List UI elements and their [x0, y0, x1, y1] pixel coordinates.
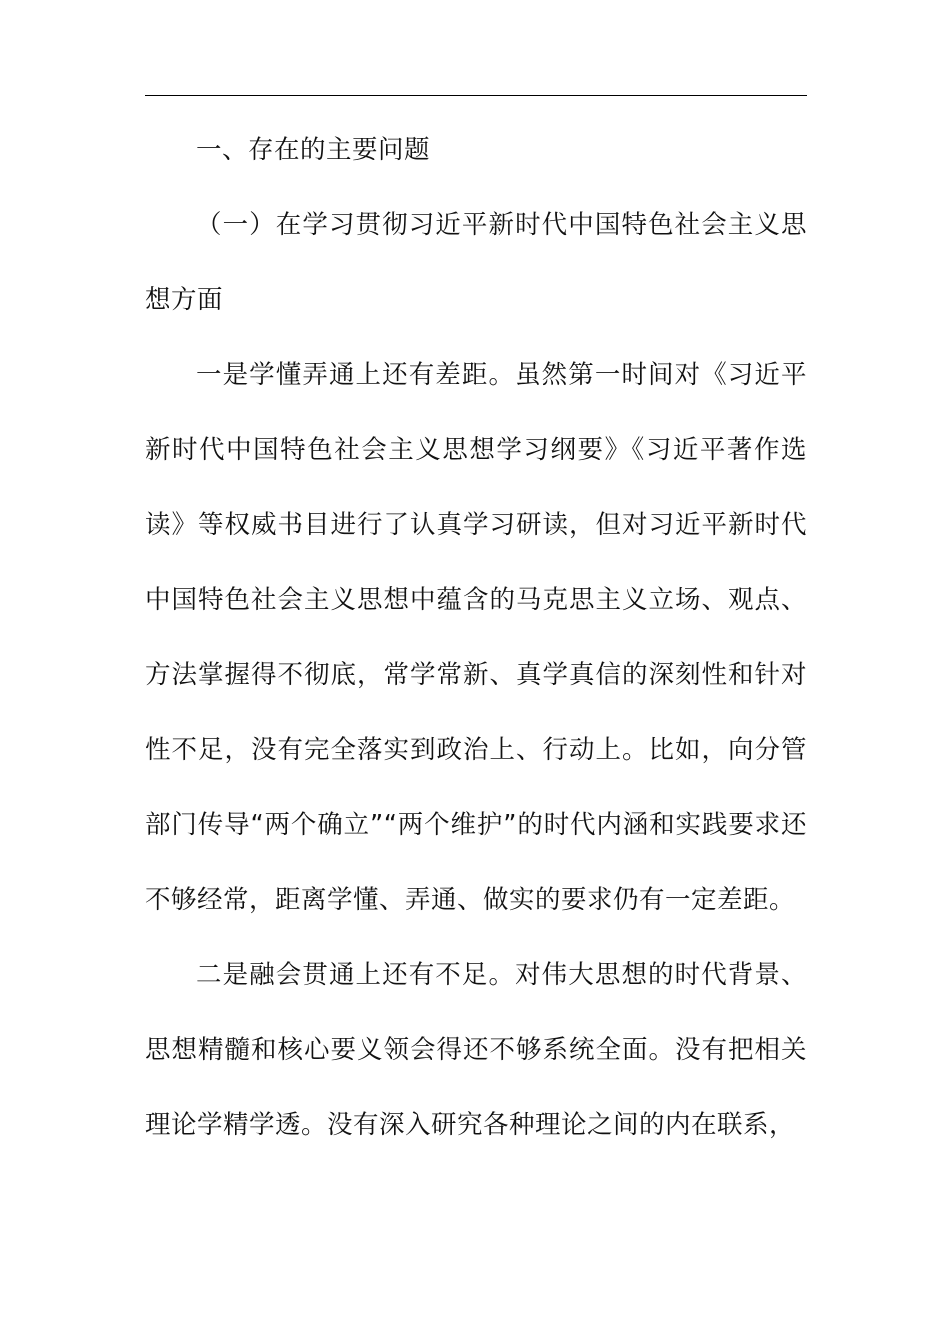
subsection-heading: （一）在学习贯彻习近平新时代中国特色社会主义思想方面 [145, 210, 807, 315]
document-body [145, 113, 807, 1163]
paragraph-1: 一是学懂弄通上还有差距。虽然第一时间对《习近平新时代中国特色社会主义思想学习纲要》《习近平著作选读》等权威书目进行了认真学习研读，但对习近平新时代中国特色社会主义思想中蕴含的马克思主义立场、观点、方法掌握得不彻底，常学常新、真学真信的深刻性和针对性不足，没有完全落实到政治上、行动上。比如，向分管部门传导“两个确立”“两个维护”的时代内涵和实践要求还不够经常，距离学懂、弄通、做实的要求仍有一定差距。 [145, 360, 807, 915]
paragraph-2: 二是融会贯通上还有不足。对伟大思想的时代背景、思想精髓和核心要义领会得还不够系统全面。没有把相关理论学精学透。没有深入研究各种理论之间的内在联系， [145, 960, 807, 1140]
section-heading: 一、存在的主要问题 [196, 135, 431, 165]
header-rule [145, 95, 807, 96]
